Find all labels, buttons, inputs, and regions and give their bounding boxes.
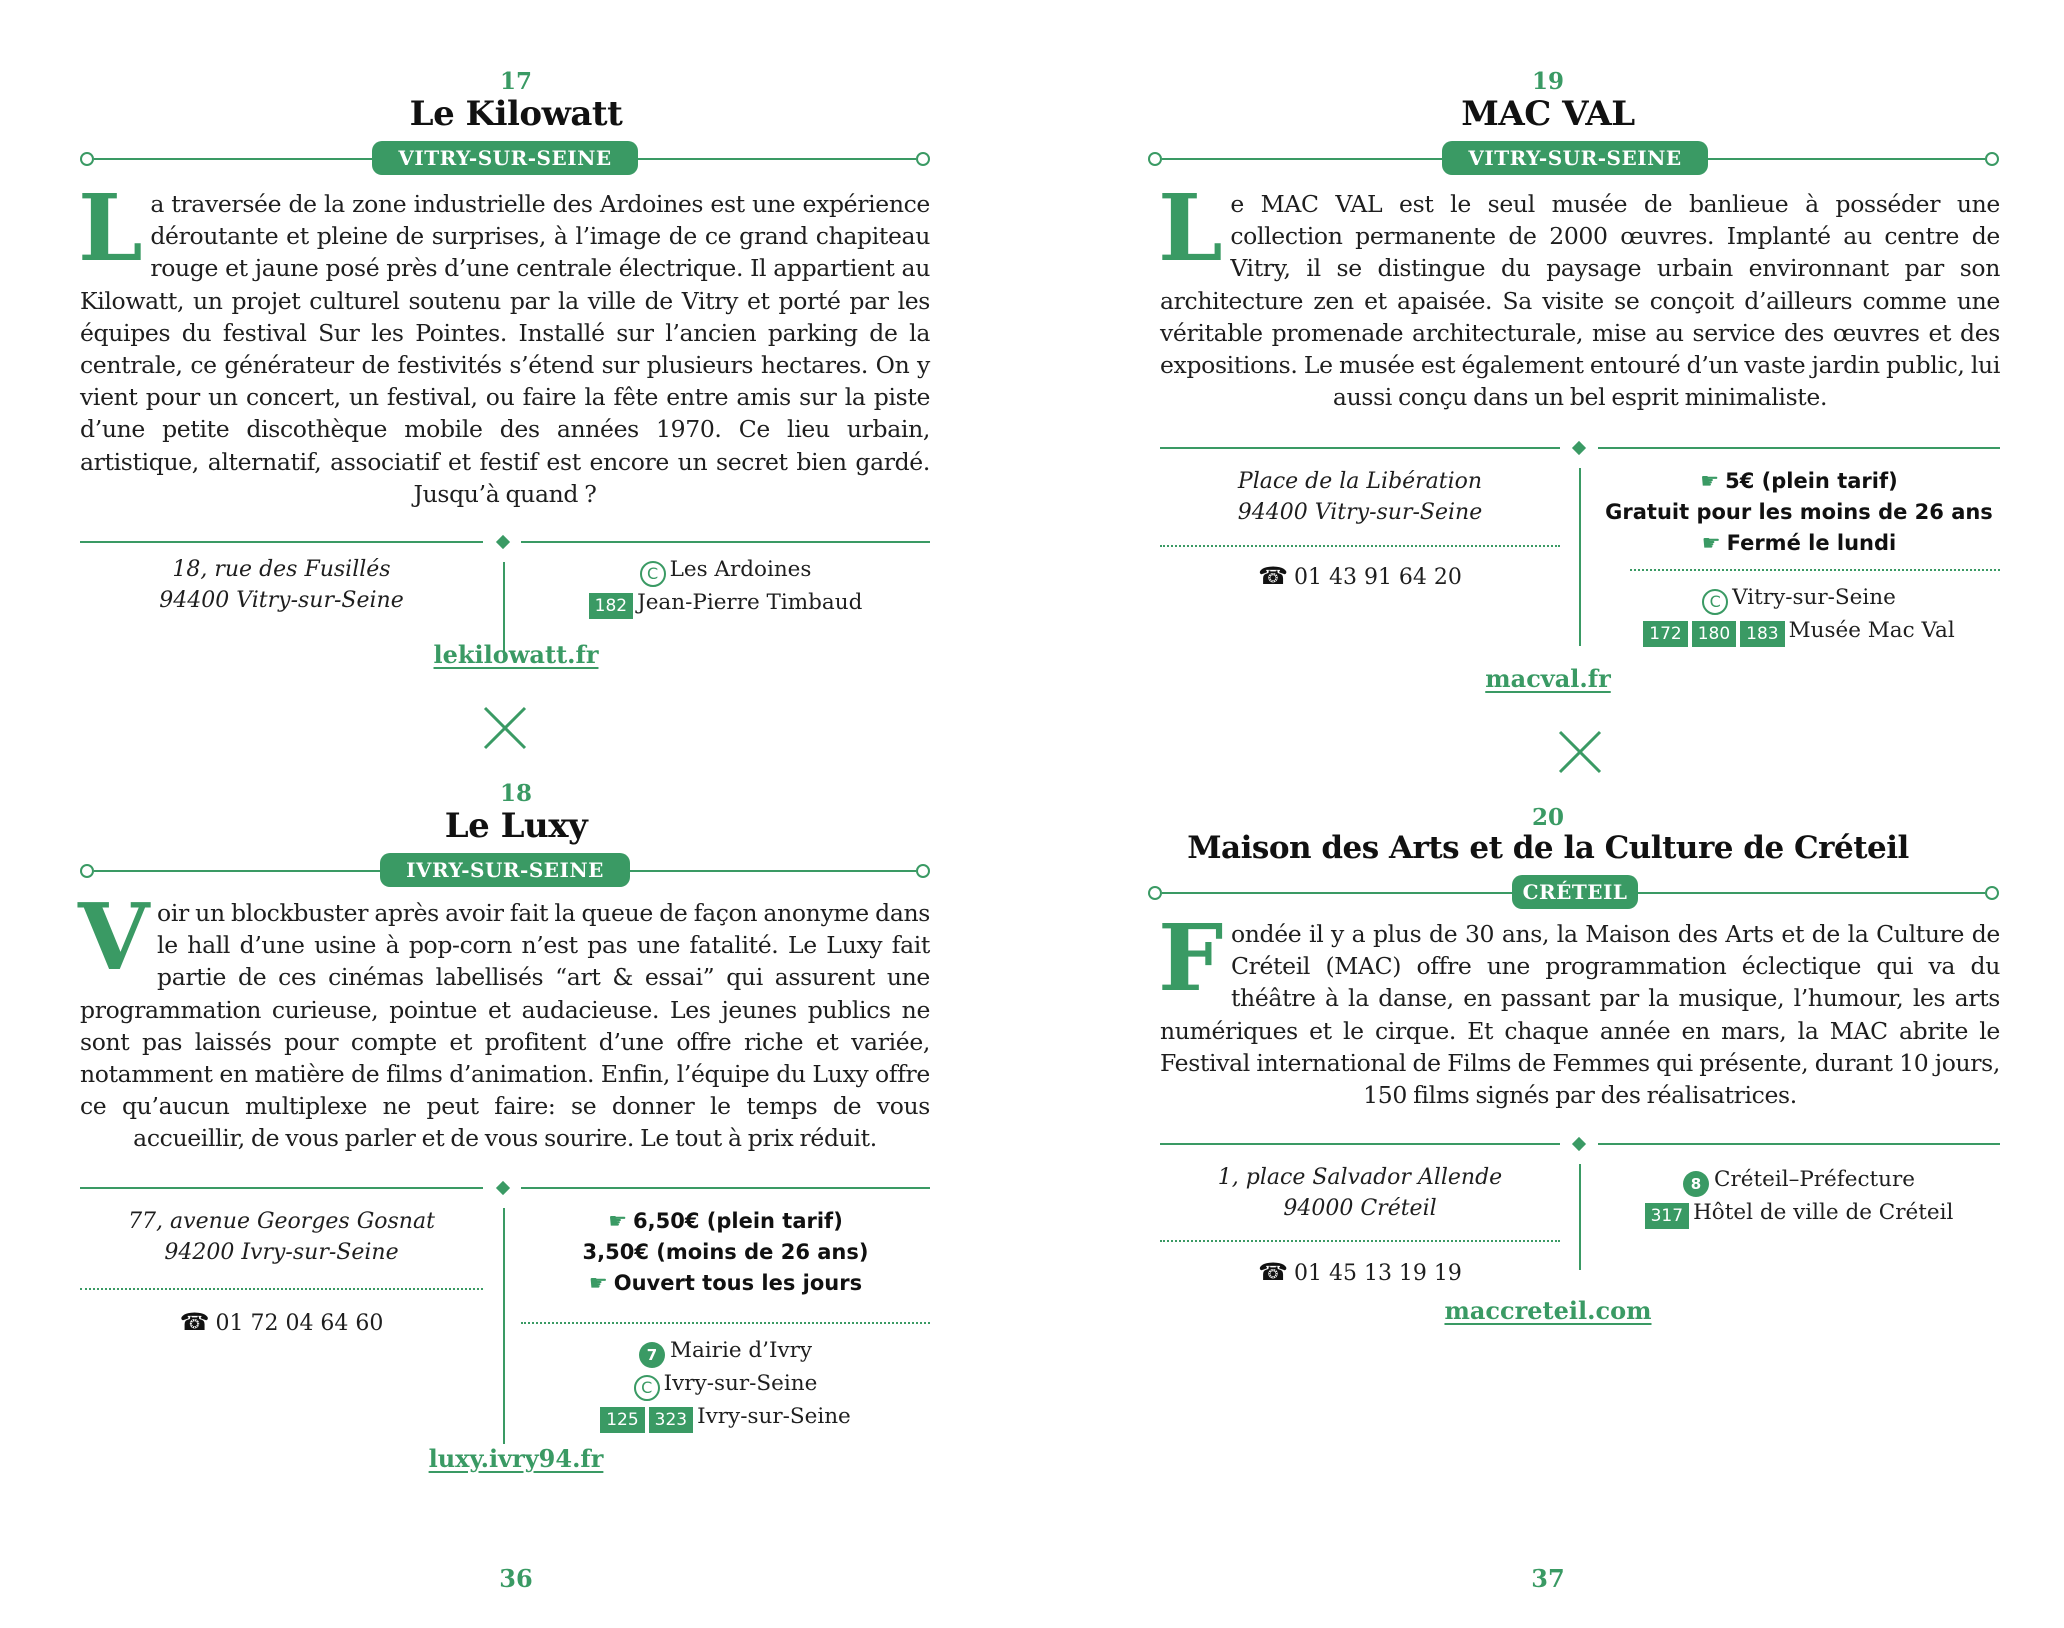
info-rule — [1598, 1143, 2000, 1145]
opening-hours — [1598, 528, 2000, 559]
rer-icon: C — [1702, 589, 1728, 615]
address — [80, 1206, 483, 1268]
metro-station: Créteil–Préfecture — [1714, 1167, 1915, 1192]
rer-icon: C — [634, 1375, 660, 1401]
entry-title: Le Luxy — [444, 806, 588, 846]
band-end-dot — [80, 864, 94, 878]
transport-rer — [1598, 582, 2000, 615]
description-text: oir un blockbuster après avoir fait la queue de façon anonyme dans le hall d’une usine à pop-corn n’est pas une fatalité. Le Luxy fait partie de ces cinémas labellisés “art & essai” qui assurent une programmation curieuse, pointue et audacieuse. Les jeunes publics ne sont pas laissés pour compte et profitent d’une offre riche et variée, notamment en matière de films d’animation. Enfin, l’équipe du Luxy offre ce qu’aucun multiplexe ne peut faire: se donner le temps de vous accueillir, de vous parler et de vous sourire. Le tout à prix réduit. — [80, 899, 930, 1153]
transport — [1598, 582, 2000, 647]
pointing-hand-icon: ☛ — [608, 1209, 628, 1233]
bus-line-badge: 323 — [649, 1407, 693, 1433]
page-number: 36 — [499, 1564, 533, 1593]
drop-cap: F — [1158, 904, 1223, 1012]
price-reduced: Gratuit pour les moins de 26 ans — [1605, 500, 1993, 524]
entry-title: Le Kilowatt — [409, 94, 623, 134]
city-band — [0, 141, 1032, 175]
cross-separator-icon — [483, 706, 527, 750]
info-divider — [1579, 468, 1581, 646]
transport — [521, 1335, 930, 1433]
right-page — [1032, 0, 2064, 1628]
address-street: 18, rue des Fusillés — [172, 557, 391, 582]
phone-line — [1160, 562, 1560, 590]
address-city: 94400 Vitry-sur-Seine — [159, 588, 404, 613]
band-rule — [1162, 158, 1442, 160]
info-rule — [1160, 447, 1560, 449]
price-full-text: 5€ (plein tarif) — [1725, 469, 1898, 493]
transport-bus — [1598, 1197, 2000, 1229]
bus-line-badge: 125 — [600, 1407, 644, 1433]
phone-line — [80, 1308, 483, 1336]
website-link[interactable]: maccreteil.com — [1444, 1296, 1652, 1325]
diamond-ornament — [496, 535, 510, 549]
drop-cap: L — [78, 174, 143, 282]
cross-separator-icon — [1558, 730, 1602, 774]
metro-station: Mairie d’Ivry — [669, 1338, 813, 1363]
city-badge: IVRY-SUR-SEINE — [380, 853, 630, 887]
band-end-dot — [1985, 886, 1999, 900]
info-divider — [1579, 1164, 1581, 1270]
telephone-icon: ☎ — [179, 1308, 210, 1336]
pointing-hand-icon: ☛ — [588, 1271, 608, 1295]
website-link[interactable]: lekilowatt.fr — [433, 640, 599, 669]
city-badge: CRÉTEIL — [1512, 875, 1638, 909]
entry-description — [78, 883, 930, 1155]
bus-line-badge: 317 — [1645, 1203, 1689, 1229]
bus-line-badge: 183 — [1740, 621, 1784, 647]
address — [1160, 1162, 1560, 1224]
website-link[interactable]: luxy.ivry94.fr — [428, 1444, 604, 1473]
address-city: 94000 Créteil — [1283, 1196, 1437, 1221]
pointing-hand-icon: ☛ — [1701, 531, 1721, 555]
address — [80, 554, 483, 616]
band-end-dot — [1985, 152, 1999, 166]
info-rule — [521, 541, 930, 543]
prices — [521, 1206, 930, 1299]
dotted-rule — [80, 1288, 483, 1290]
transport-rer — [521, 1368, 930, 1401]
opening-hours-text: Ouvert tous les jours — [613, 1271, 863, 1295]
metro-line-icon: 7 — [639, 1342, 665, 1368]
address-street: 77, avenue Georges Gosnat — [128, 1209, 435, 1234]
price-full — [521, 1206, 930, 1237]
entry-number: 19 — [1531, 68, 1564, 95]
entry-number: 17 — [499, 68, 532, 95]
entry-description — [78, 174, 930, 510]
pointing-hand-icon: ☛ — [1700, 469, 1720, 493]
opening-hours — [521, 1268, 930, 1299]
band-rule — [630, 870, 916, 872]
entry-number: 18 — [499, 780, 532, 807]
bus-line-badge: 180 — [1692, 621, 1736, 647]
band-end-dot — [80, 152, 94, 166]
band-rule — [1708, 158, 1985, 160]
transport-bus — [521, 587, 930, 619]
phone-number: 01 72 04 64 60 — [215, 1311, 384, 1336]
diamond-ornament — [1572, 1137, 1586, 1151]
band-rule — [1638, 892, 1985, 894]
dotted-rule — [1630, 569, 2000, 571]
info-rule — [1598, 447, 2000, 449]
rer-icon: C — [640, 561, 666, 587]
diamond-ornament — [1572, 441, 1586, 455]
page-number: 37 — [1531, 1564, 1565, 1593]
dotted-rule — [1160, 545, 1560, 547]
info-rule — [80, 541, 483, 543]
address-street: 1, place Salvador Allende — [1217, 1165, 1503, 1190]
description-text: a traversée de la zone industrielle des Ardoines est une expérience déroutante et pleine de surprises, à l’image de ce grand chapiteau rouge et jaune posé près d’une centrale électrique. Il appartient au Kilowatt, un projet culturel soutenu par la ville de Vitry et porté par les équipes du festival Sur les Pointes. Installé sur l’ancien parking de la centrale, ce générateur de festivités s’étend sur plusieurs hectares. On y vient pour un concert, un festival, ou faire la fête entre amis sur la piste d’une petite discothèque mobile des années 1970. Ce lieu urbain, artistique, alternatif, associatif et festif est encore un secret bien gardé. Jusqu’à quand ? — [80, 190, 930, 508]
info-rule — [521, 1187, 930, 1189]
telephone-icon: ☎ — [1258, 1258, 1288, 1286]
info-divider — [503, 1208, 505, 1444]
price-reduced: 3,50€ (moins de 26 ans) — [582, 1240, 869, 1264]
city-band — [1032, 141, 2064, 175]
bus-station: Hôtel de ville de Créteil — [1693, 1200, 1954, 1225]
price-full — [1598, 466, 2000, 497]
city-band — [0, 853, 1032, 887]
entry-description — [1158, 904, 2000, 1111]
band-end-dot — [1148, 886, 1162, 900]
info-rule — [1160, 1143, 1560, 1145]
bus-station: Musée Mac Val — [1788, 618, 1955, 643]
diamond-ornament — [496, 1181, 510, 1195]
description-text: e MAC VAL est le seul musée de banlieue à posséder une collection permanente de 2000 œuvres. Implanté au centre de Vitry, il se distingue du paysage urbain environnant par son architecture zen et apaisée. Sa visite se conçoit d’ailleurs comme une véritable promenade architecturale, mise au service des œuvres et des expositions. Le musée est également entouré d’un vaste jardin public, lui aussi conçu dans un bel esprit minimaliste. — [1160, 190, 2000, 412]
transport-metro — [1598, 1164, 2000, 1197]
bus-line-badge: 182 — [589, 593, 633, 619]
description-text: ondée il y a plus de 30 ans, la Maison des Arts et de la Culture de Créteil (MAC) offre une programmation éclectique qui va du théâtre à la danse, en passant par la musique, l’humour, les arts numériques et le cirque. Et chaque année en mars, la MAC abrite le Festival international de Films de Femmes qui présente, durant 10 jours, 150 films signés par des réalisatrices. — [1160, 920, 2000, 1110]
rer-station: Vitry-sur-Seine — [1732, 585, 1896, 610]
address-city: 94400 Vitry-sur-Seine — [1237, 500, 1483, 525]
drop-cap: V — [78, 883, 150, 991]
transport — [1598, 1164, 2000, 1229]
transport-rer — [521, 554, 930, 587]
band-end-dot — [1148, 152, 1162, 166]
entry-number: 20 — [1531, 804, 1564, 831]
address-city: 94200 Ivry-sur-Seine — [164, 1240, 399, 1265]
bus-line-badge: 172 — [1643, 621, 1687, 647]
transport-bus — [521, 1401, 930, 1433]
metro-line-icon: 8 — [1683, 1171, 1709, 1197]
phone-line — [1160, 1258, 1560, 1286]
prices — [1598, 466, 2000, 559]
telephone-icon: ☎ — [1258, 562, 1288, 590]
city-badge: VITRY-SUR-SEINE — [1442, 141, 1708, 175]
dotted-rule — [1160, 1240, 1560, 1242]
phone-number: 01 43 91 64 20 — [1293, 565, 1462, 590]
transport — [521, 554, 930, 619]
phone-number: 01 45 13 19 19 — [1293, 1261, 1462, 1286]
band-rule — [94, 870, 380, 872]
website-link[interactable]: macval.fr — [1485, 664, 1611, 693]
band-rule — [1162, 892, 1512, 894]
entry-description — [1158, 174, 2000, 413]
address-street: Place de la Libération — [1237, 469, 1483, 494]
rer-station: Les Ardoines — [669, 557, 812, 582]
drop-cap: L — [1158, 174, 1223, 282]
city-badge: VITRY-SUR-SEINE — [372, 141, 638, 175]
rer-station: Ivry-sur-Seine — [663, 1371, 818, 1396]
info-rule — [80, 1187, 483, 1189]
bus-station: Ivry-sur-Seine — [697, 1404, 851, 1429]
entry-title: MAC VAL — [1461, 94, 1635, 134]
band-end-dot — [916, 864, 930, 878]
entry-title: Maison des Arts et de la Culture de Créteil — [1187, 830, 1909, 866]
transport-bus — [1598, 615, 2000, 647]
address — [1160, 466, 1560, 528]
price-full-text: 6,50€ (plein tarif) — [633, 1209, 843, 1233]
opening-hours-text: Fermé le lundi — [1726, 531, 1897, 555]
band-rule — [94, 158, 372, 160]
bus-station: Jean-Pierre Timbaud — [637, 590, 863, 615]
transport-metro — [521, 1335, 930, 1368]
band-end-dot — [916, 152, 930, 166]
dotted-rule — [521, 1322, 930, 1324]
band-rule — [638, 158, 916, 160]
